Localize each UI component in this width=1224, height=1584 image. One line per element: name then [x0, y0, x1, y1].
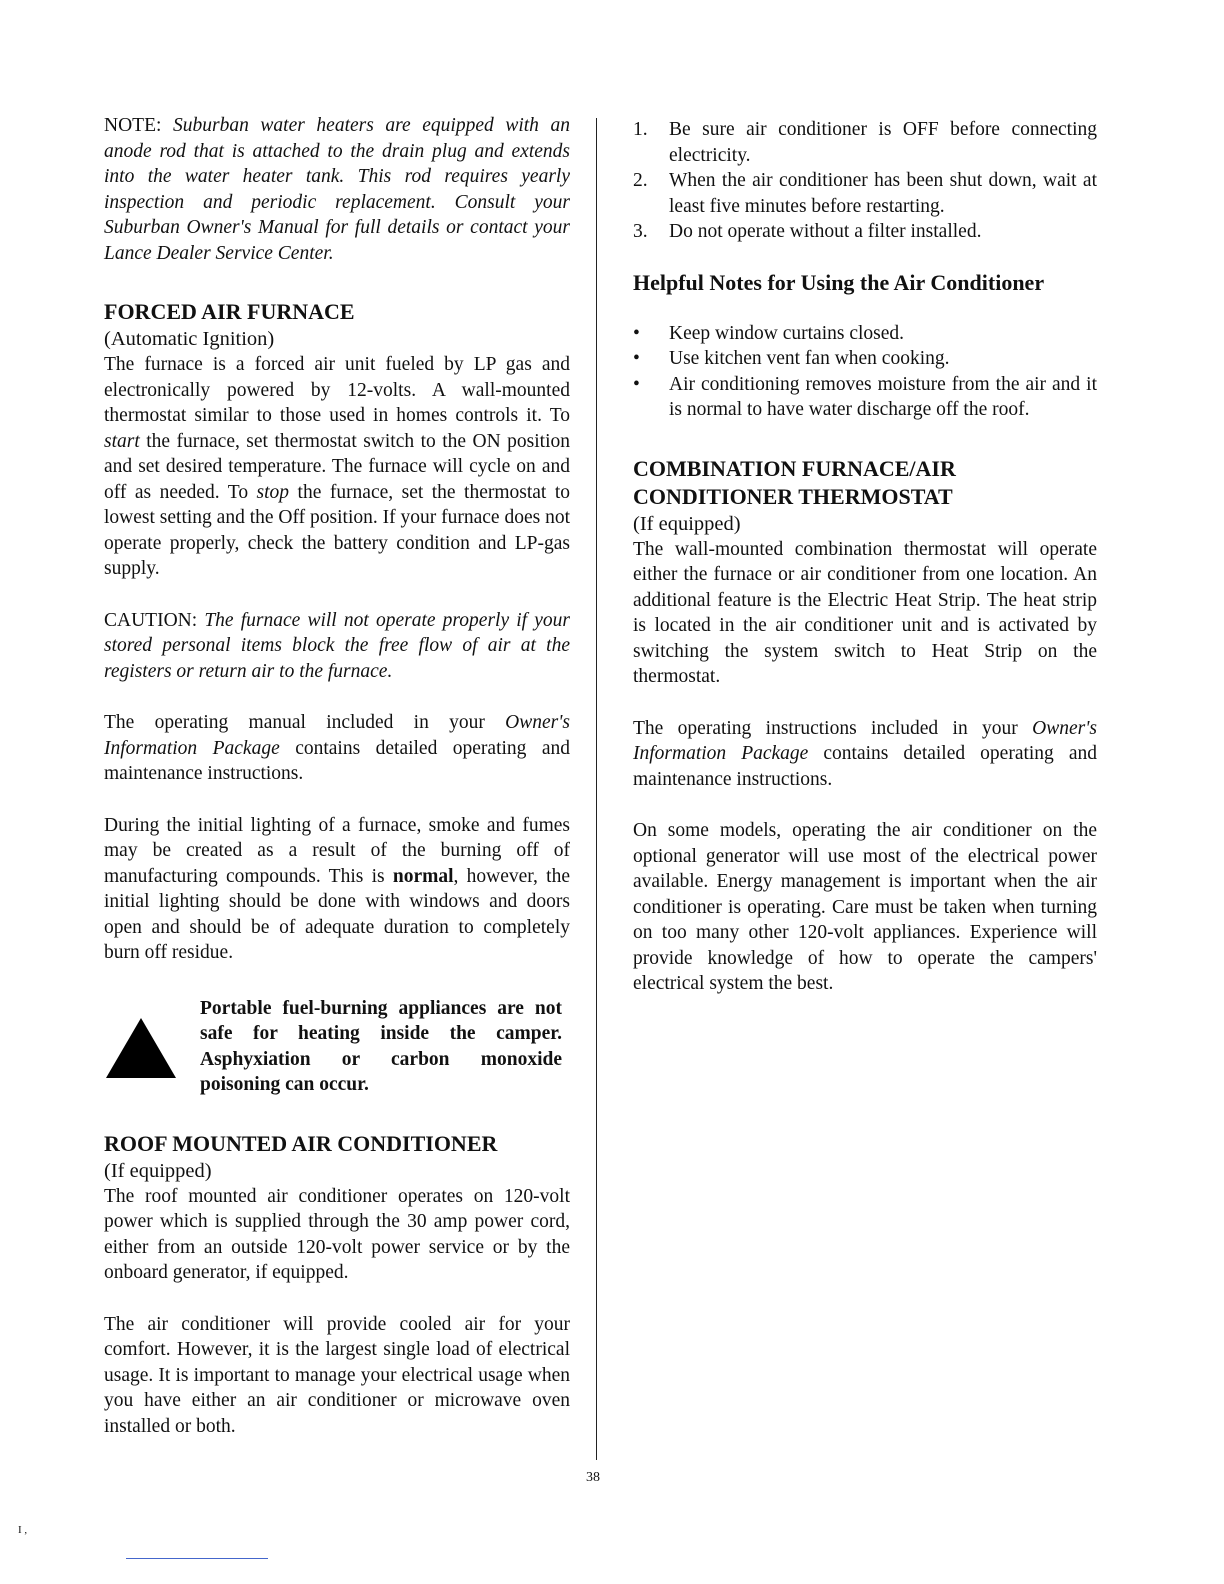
- furnace-paragraph: [104, 352, 570, 582]
- manual-text-a: The operating manual included in your: [104, 712, 506, 733]
- warning-triangle-icon: [104, 996, 200, 1098]
- step-number: 3.: [633, 221, 648, 242]
- left-column: [104, 113, 570, 1439]
- combo-paragraph-2: [633, 716, 1097, 793]
- normal-word: normal: [392, 865, 454, 887]
- helpful-notes-heading: Helpful Notes for Using the Air Conditioner: [633, 269, 1045, 295]
- bullet-icon: •: [633, 322, 640, 344]
- forced-air-furnace-heading: FORCED AIR FURNACE: [104, 299, 355, 324]
- warning-text: Portable fuel-burning appliances are not safe for heating inside the camper. Asphyxiation or carbon monoxide poisoning can occur.: [200, 997, 562, 1095]
- scan-mark: I ,: [18, 1524, 28, 1536]
- step-text: When the air conditioner has been shut down, wait at least five minutes before restarting.: [669, 170, 1097, 217]
- combo-p2-text-a: The operating instructions included in your: [633, 717, 1033, 739]
- bottom-rule: [126, 1558, 268, 1559]
- bullet-icon: •: [633, 348, 640, 369]
- roof-ac-subheading: (If equipped): [104, 1159, 212, 1182]
- list-item: [633, 219, 1097, 245]
- lighting-text-b: , however, the initial lighting should be done with windows and doors open and should be of adequate duration to completely burn off residue.: [104, 865, 570, 963]
- step-number: 1.: [633, 119, 648, 140]
- step-text: Do not operate without a filter installed.: [669, 221, 982, 242]
- owners-package-title: Owner's Information Package: [104, 712, 570, 759]
- anode-rod-note: [104, 113, 570, 266]
- ac-steps-list: [633, 117, 1097, 245]
- warning-block: [104, 996, 570, 1098]
- owners-package-title: Owner's Information Package: [633, 717, 1097, 764]
- combo-paragraph-1: The wall-mounted combination thermostat will operate either the furnace or air conditioner from one location. An additional feature is the Electric Heat Strip. The heat strip is located in the air conditioner unit and is activated by switching the system switch to Heat Strip on the thermostat.: [633, 538, 1097, 687]
- note-text: Suburban water heaters are equipped with an anode rod that is attached to the drain plug and extends into the water heater tank. This rod requires yearly inspection and periodic replacement. Consult your Suburban Owner's Manual for full details or contact your Lance Dealer Service Center.: [104, 115, 570, 264]
- helpful-notes-list: [633, 321, 1097, 423]
- initial-lighting-paragraph: [104, 813, 570, 966]
- list-item: [633, 346, 1097, 372]
- list-item: [633, 372, 1097, 423]
- combo-subheading: (If equipped): [633, 512, 741, 535]
- bullet-text: Keep window curtains closed.: [669, 322, 905, 344]
- roof-ac-paragraph-2: The air conditioner will provide cooled air for your comfort. However, it is the largest single load of electrical usage. It is important to manage your electrical usage when you have either an air conditioner or microwave oven installed or both.: [104, 1313, 570, 1437]
- page-number: 38: [586, 1470, 600, 1485]
- furnace-p1-text-c: the furnace, set the thermostat to lowest setting and the Off position. If your furnace does not operate properly, check the battery condition and LP-gas supply.: [104, 481, 570, 579]
- caution-label: CAUTION:: [104, 609, 198, 631]
- caution-text: The furnace will not operate properly if your stored personal items block the free flow of air at the registers or return air to the furnace.: [104, 609, 570, 682]
- furnace-p1-text-a: The furnace is a forced air unit fueled by LP gas and electronically powered by 12-volts. A wall-mounted thermostat similar to those used in homes controls it. To: [104, 354, 570, 426]
- list-item: [633, 168, 1097, 219]
- right-column: [633, 117, 1097, 997]
- combo-paragraph-3: On some models, operating the air conditioner on the optional generator will use most of the electrical power available. Energy management is important when the air conditioner is operating. Care must be taken when turning on too many other 120-volt appliances. Experience will provide knowledge of how to operate the campers' electrical system the best.: [633, 820, 1097, 994]
- furnace-p1-text-b: the furnace, set thermostat switch to the ON position and set desired temperature. The furnace will cycle on and off as needed. To: [104, 430, 570, 503]
- operating-manual-paragraph: [104, 710, 570, 787]
- roof-ac-heading: ROOF MOUNTED AIR CONDITIONER: [104, 1130, 498, 1156]
- lighting-text-a: During the initial lighting of a furnace, smoke and fumes may be created as a result of the burning off of manufacturing compounds. This is: [104, 814, 570, 887]
- combo-thermostat-heading-line1: COMBINATION FURNACE/AIR: [633, 455, 956, 481]
- furnace-start-word: start: [104, 430, 140, 452]
- bullet-text: Use kitchen vent fan when cooking.: [669, 348, 950, 369]
- note-label: NOTE:: [104, 115, 162, 136]
- bullet-text: Air conditioning removes moisture from the air and it is normal to have water discharge off the roof.: [669, 373, 1097, 420]
- step-number: 2.: [633, 170, 648, 191]
- combo-p2-text-b: contains detailed operating and maintenance instructions.: [633, 743, 1098, 790]
- manual-text-b: contains detailed operating and maintenance instructions.: [104, 737, 571, 784]
- roof-ac-paragraph-1: The roof mounted air conditioner operates on 120-volt power which is supplied through the 30 amp power cord, either from an outside 120-volt power service or by the onboard generator, if equipped.: [104, 1185, 570, 1283]
- list-item: [633, 117, 1097, 168]
- combo-thermostat-heading-line2: CONDITIONER THERMOSTAT: [633, 483, 953, 509]
- list-item: [633, 321, 1097, 347]
- bullet-icon: •: [633, 373, 640, 395]
- furnace-subheading: (Automatic Ignition): [104, 328, 275, 350]
- step-text: Be sure air conditioner is OFF before connecting electricity.: [669, 119, 1097, 166]
- furnace-caution: [104, 608, 570, 685]
- furnace-stop-word: stop: [256, 481, 290, 503]
- column-divider: [596, 118, 597, 1460]
